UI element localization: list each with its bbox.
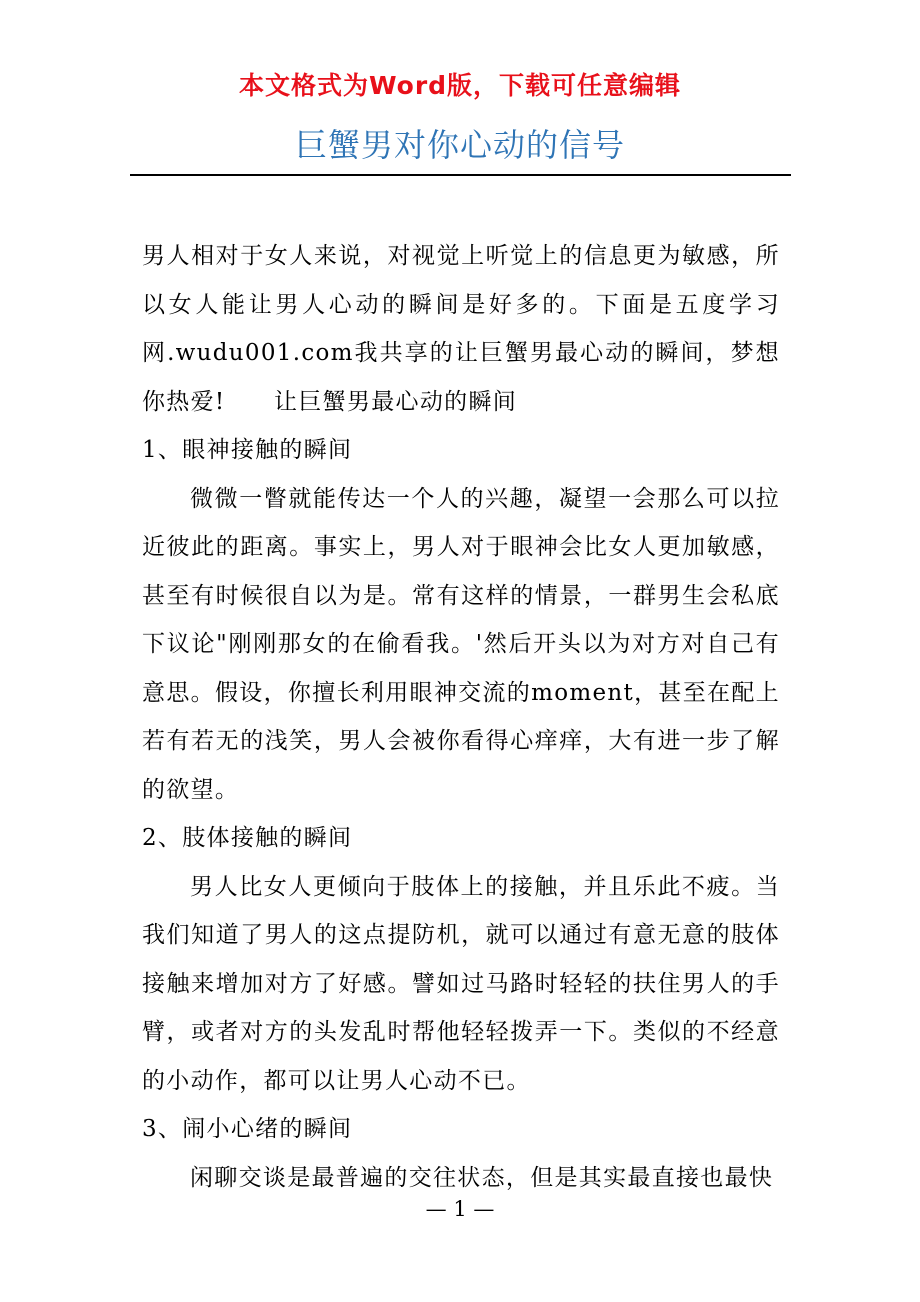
format-banner: 本文格式为Word版，下载可任意编辑	[238, 71, 682, 100]
title-divider	[130, 174, 791, 176]
section-paragraph-1: 微微一瞥就能传达一个人的兴趣，凝望一会那么可以拉近彼此的距离。事实上，男人对于眼神会比女人更加敏感，甚至有时候很自以为是。常有这样的情景，一群男生会私底下议论"刚刚那女的在偷看我。'然后开头以为对方对自己有意思。假设，你擅长利用眼神交流的moment，甚至在配上若有若无的浅笑，男人会被你看得心痒痒，大有进一步了解的欲望。	[142, 485, 780, 803]
section-heading-2: 2、肢体接触的瞬间	[142, 825, 353, 851]
page-number: — 1 —	[425, 1197, 495, 1221]
intro-paragraph: 男人相对于女人来说，对视觉上听觉上的信息更为敏感，所以女人能让男人心动的瞬间是好多的。下面是五度学习网.wudu001.com我共享的让巨蟹男最心动的瞬间，梦想你热爱! 让巨蟹男最心动的瞬间	[142, 243, 780, 415]
section-heading-3: 3、闹小心绪的瞬间	[142, 1116, 353, 1142]
document-title: 巨蟹男对你心动的信号	[294, 126, 625, 164]
section-heading-1: 1、眼神接触的瞬间	[142, 437, 353, 463]
document-body	[142, 232, 780, 1202]
section-paragraph-3: 闲聊交谈是最普遍的交往状态，但是其实最直接也最快	[190, 1164, 774, 1191]
section-paragraph-2: 男人比女人更倾向于肢体上的接触，并且乐此不疲。当我们知道了男人的这点提防机，就可以通过有意无意的肢体接触来增加对方了好感。譬如过马路时轻轻的扶住男人的手臂，或者对方的头发乱时帮他轻轻拨弄一下。类似的不经意的小动作，都可以让男人心动不已。	[142, 873, 780, 1094]
